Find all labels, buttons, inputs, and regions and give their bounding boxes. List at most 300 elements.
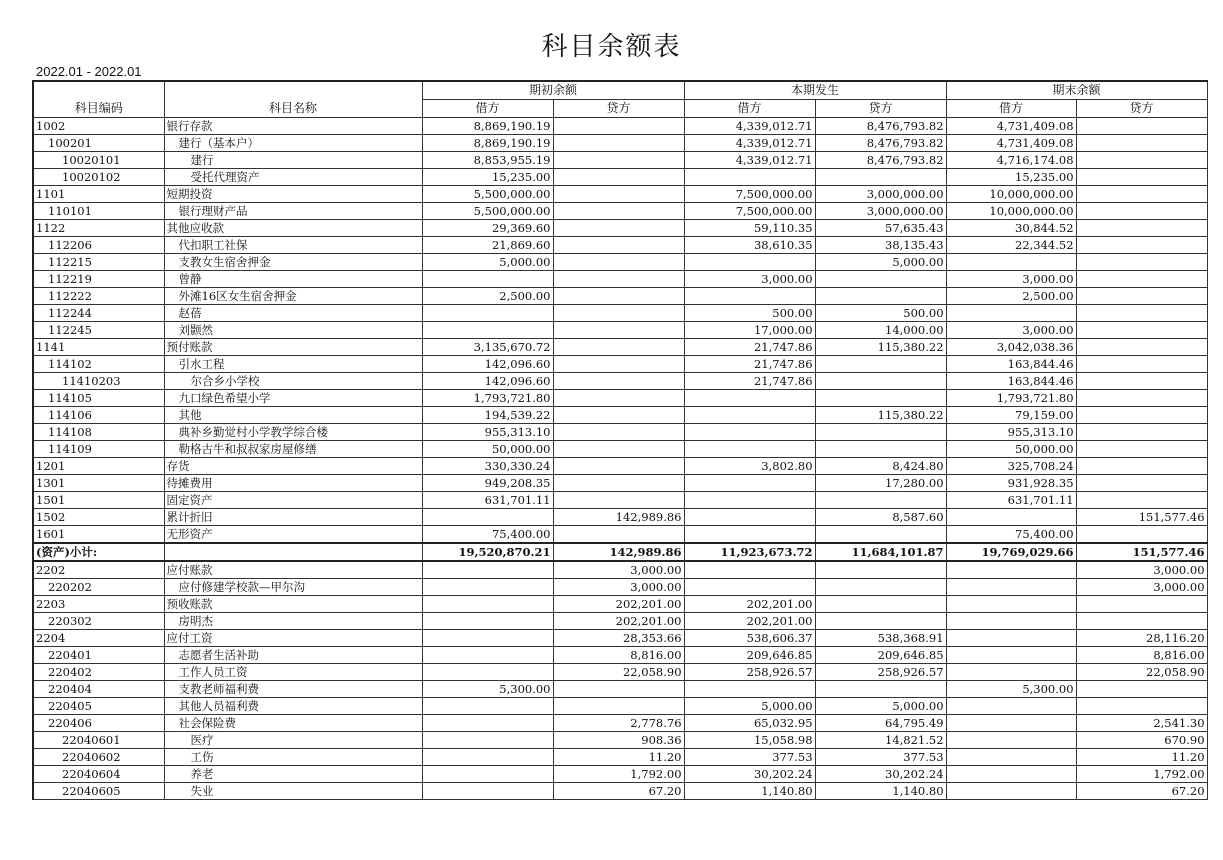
- closing-credit-cell: 11.20: [1076, 749, 1207, 766]
- account-name-cell: 代扣职工社保: [164, 237, 422, 254]
- closing-debit-cell: 5,300.00: [946, 681, 1076, 698]
- closing-credit-cell: [1076, 475, 1207, 492]
- opening-credit-cell: 28,353.66: [553, 630, 684, 647]
- account-name-cell: 待摊费用: [164, 475, 422, 492]
- header-closing-credit: 贷方: [1076, 100, 1207, 118]
- current-debit-cell: 11,923,673.72: [684, 543, 815, 561]
- current-debit-cell: 1,140.80: [684, 783, 815, 800]
- opening-credit-cell: [553, 186, 684, 203]
- closing-credit-cell: [1076, 186, 1207, 203]
- opening-credit-cell: [553, 305, 684, 322]
- current-debit-cell: [684, 390, 815, 407]
- closing-credit-cell: [1076, 681, 1207, 698]
- current-credit-cell: [815, 373, 946, 390]
- table-row: [33, 424, 1207, 441]
- account-code-cell: 1101: [33, 186, 164, 203]
- table-row: [33, 509, 1207, 526]
- closing-credit-cell: [1076, 135, 1207, 152]
- current-credit-cell: 8,587.60: [815, 509, 946, 526]
- current-credit-cell: 3,000,000.00: [815, 186, 946, 203]
- current-credit-cell: [815, 271, 946, 288]
- opening-debit-cell: 142,096.60: [422, 356, 553, 373]
- closing-debit-cell: 3,000.00: [946, 322, 1076, 339]
- current-credit-cell: 538,368.91: [815, 630, 946, 647]
- current-debit-cell: 7,500,000.00: [684, 186, 815, 203]
- account-code-cell: 1002: [33, 118, 164, 135]
- account-name-cell: 存货: [164, 458, 422, 475]
- closing-credit-cell: [1076, 596, 1207, 613]
- current-debit-cell: 538,606.37: [684, 630, 815, 647]
- account-name-cell: 受托代理资产: [164, 169, 422, 186]
- current-debit-cell: 4,339,012.71: [684, 152, 815, 169]
- opening-debit-cell: 75,400.00: [422, 526, 553, 544]
- opening-credit-cell: [553, 339, 684, 356]
- table-row: [33, 492, 1207, 509]
- current-credit-cell: 57,635.43: [815, 220, 946, 237]
- header-current: 本期发生: [684, 81, 946, 100]
- opening-debit-cell: 142,096.60: [422, 373, 553, 390]
- current-credit-cell: [815, 681, 946, 698]
- opening-credit-cell: 22,058.90: [553, 664, 684, 681]
- table-row: [33, 373, 1207, 390]
- current-debit-cell: [684, 509, 815, 526]
- closing-credit-cell: [1076, 492, 1207, 509]
- account-code-cell: 220406: [33, 715, 164, 732]
- closing-credit-cell: 22,058.90: [1076, 664, 1207, 681]
- closing-debit-cell: 10,000,000.00: [946, 203, 1076, 220]
- report-title: 科目余额表: [541, 32, 682, 62]
- header-closing-debit: 借方: [946, 100, 1076, 118]
- current-debit-cell: 377.53: [684, 749, 815, 766]
- closing-debit-cell: 4,716,174.08: [946, 152, 1076, 169]
- account-name-cell: 典补乡勤觉村小学教学综合楼: [164, 424, 422, 441]
- account-code-cell: 114102: [33, 356, 164, 373]
- closing-credit-cell: [1076, 424, 1207, 441]
- account-code-cell: 220302: [33, 613, 164, 630]
- opening-debit-cell: 8,853,955.19: [422, 152, 553, 169]
- current-credit-cell: 17,280.00: [815, 475, 946, 492]
- account-name-cell: 引水工程: [164, 356, 422, 373]
- table-row: [33, 732, 1207, 749]
- account-name-cell: 应付账款: [164, 561, 422, 579]
- opening-credit-cell: [553, 698, 684, 715]
- opening-debit-cell: [422, 305, 553, 322]
- table-row: [33, 613, 1207, 630]
- opening-debit-cell: [422, 613, 553, 630]
- table-row: [33, 152, 1207, 169]
- opening-debit-cell: 194,539.22: [422, 407, 553, 424]
- opening-debit-cell: [422, 322, 553, 339]
- closing-credit-cell: [1076, 152, 1207, 169]
- current-debit-cell: 7,500,000.00: [684, 203, 815, 220]
- opening-credit-cell: 3,000.00: [553, 561, 684, 579]
- account-name-cell: 曾静: [164, 271, 422, 288]
- account-code-cell: 114105: [33, 390, 164, 407]
- closing-credit-cell: [1076, 237, 1207, 254]
- account-code-cell: 112215: [33, 254, 164, 271]
- current-credit-cell: [815, 613, 946, 630]
- account-name-cell: 应付工资: [164, 630, 422, 647]
- current-credit-cell: 8,476,793.82: [815, 135, 946, 152]
- current-debit-cell: [684, 288, 815, 305]
- current-debit-cell: 65,032.95: [684, 715, 815, 732]
- closing-debit-cell: 4,731,409.08: [946, 135, 1076, 152]
- account-name-cell: 累计折旧: [164, 509, 422, 526]
- account-name-cell: 失业: [164, 783, 422, 800]
- closing-debit-cell: [946, 749, 1076, 766]
- closing-debit-cell: 75,400.00: [946, 526, 1076, 544]
- account-name-cell: 其他人员福利费: [164, 698, 422, 715]
- closing-debit-cell: 163,844.46: [946, 373, 1076, 390]
- closing-credit-cell: [1076, 339, 1207, 356]
- current-credit-cell: 3,000,000.00: [815, 203, 946, 220]
- current-debit-cell: 21,747.86: [684, 356, 815, 373]
- closing-debit-cell: [946, 596, 1076, 613]
- opening-debit-cell: 330,330.24: [422, 458, 553, 475]
- table-row: [33, 305, 1207, 322]
- closing-credit-cell: [1076, 288, 1207, 305]
- closing-debit-cell: 10,000,000.00: [946, 186, 1076, 203]
- table-row: [33, 254, 1207, 271]
- account-code-cell: 22040601: [33, 732, 164, 749]
- account-code-cell: 10020101: [33, 152, 164, 169]
- current-credit-cell: 8,424.80: [815, 458, 946, 475]
- account-name-cell: 赵蓓: [164, 305, 422, 322]
- table-row: [33, 630, 1207, 647]
- current-credit-cell: 38,135.43: [815, 237, 946, 254]
- account-code-cell: 2203: [33, 596, 164, 613]
- account-code-cell: 1502: [33, 509, 164, 526]
- opening-credit-cell: [553, 288, 684, 305]
- header-opening-credit: 贷方: [553, 100, 684, 118]
- account-code-cell: 1501: [33, 492, 164, 509]
- current-credit-cell: 115,380.22: [815, 407, 946, 424]
- current-debit-cell: [684, 526, 815, 544]
- current-debit-cell: 202,201.00: [684, 613, 815, 630]
- table-row: [33, 186, 1207, 203]
- closing-credit-cell: 28,116.20: [1076, 630, 1207, 647]
- header-opening: 期初余额: [422, 81, 684, 100]
- current-debit-cell: [684, 579, 815, 596]
- opening-debit-cell: 5,500,000.00: [422, 186, 553, 203]
- opening-credit-cell: [553, 681, 684, 698]
- account-code-cell: 220404: [33, 681, 164, 698]
- current-credit-cell: [815, 579, 946, 596]
- table-row: [33, 339, 1207, 356]
- closing-debit-cell: 631,701.11: [946, 492, 1076, 509]
- opening-credit-cell: 2,778.76: [553, 715, 684, 732]
- closing-debit-cell: 4,731,409.08: [946, 118, 1076, 135]
- opening-debit-cell: [422, 783, 553, 800]
- closing-debit-cell: 50,000.00: [946, 441, 1076, 458]
- account-code-cell: 1201: [33, 458, 164, 475]
- table-row: [33, 169, 1207, 186]
- closing-debit-cell: 3,042,038.36: [946, 339, 1076, 356]
- table-row: [33, 647, 1207, 664]
- account-name-cell: 外滩16区女生宿舍押金: [164, 288, 422, 305]
- opening-credit-cell: [553, 458, 684, 475]
- subtotal-row: [33, 543, 1207, 561]
- opening-credit-cell: 142,989.86: [553, 509, 684, 526]
- closing-debit-cell: 955,313.10: [946, 424, 1076, 441]
- closing-debit-cell: [946, 647, 1076, 664]
- table-row: [33, 681, 1207, 698]
- opening-credit-cell: [553, 475, 684, 492]
- closing-debit-cell: [946, 305, 1076, 322]
- table-row: [33, 526, 1207, 544]
- table-body: [33, 118, 1207, 800]
- closing-credit-cell: [1076, 220, 1207, 237]
- closing-credit-cell: 151,577.46: [1076, 543, 1207, 561]
- table-row: [33, 220, 1207, 237]
- current-debit-cell: 4,339,012.71: [684, 118, 815, 135]
- account-code-cell: 114109: [33, 441, 164, 458]
- account-name-cell: 养老: [164, 766, 422, 783]
- current-debit-cell: [684, 254, 815, 271]
- opening-credit-cell: [553, 492, 684, 509]
- header-code: 科目编码: [33, 81, 164, 118]
- opening-debit-cell: 5,000.00: [422, 254, 553, 271]
- account-name-cell: 短期投资: [164, 186, 422, 203]
- opening-credit-cell: [553, 220, 684, 237]
- opening-debit-cell: 2,500.00: [422, 288, 553, 305]
- closing-credit-cell: [1076, 390, 1207, 407]
- opening-credit-cell: 11.20: [553, 749, 684, 766]
- current-debit-cell: [684, 492, 815, 509]
- opening-debit-cell: [422, 698, 553, 715]
- account-code-cell: 112219: [33, 271, 164, 288]
- current-credit-cell: 8,476,793.82: [815, 152, 946, 169]
- opening-credit-cell: 8,816.00: [553, 647, 684, 664]
- current-debit-cell: 17,000.00: [684, 322, 815, 339]
- opening-credit-cell: 1,792.00: [553, 766, 684, 783]
- account-code-cell: 22040604: [33, 766, 164, 783]
- table-row: [33, 561, 1207, 579]
- current-credit-cell: [815, 492, 946, 509]
- table-row: [33, 441, 1207, 458]
- account-code-cell: 100201: [33, 135, 164, 152]
- closing-debit-cell: 79,159.00: [946, 407, 1076, 424]
- account-code-cell: 10020102: [33, 169, 164, 186]
- current-credit-cell: 14,821.52: [815, 732, 946, 749]
- current-credit-cell: [815, 169, 946, 186]
- current-credit-cell: [815, 441, 946, 458]
- current-debit-cell: 38,610.35: [684, 237, 815, 254]
- closing-debit-cell: [946, 715, 1076, 732]
- closing-credit-cell: [1076, 254, 1207, 271]
- opening-debit-cell: [422, 596, 553, 613]
- closing-credit-cell: [1076, 458, 1207, 475]
- table-row: [33, 288, 1207, 305]
- account-code-cell: 1601: [33, 526, 164, 544]
- current-debit-cell: 15,058.98: [684, 732, 815, 749]
- table-row: [33, 390, 1207, 407]
- current-credit-cell: [815, 526, 946, 544]
- opening-debit-cell: 955,313.10: [422, 424, 553, 441]
- account-code-cell: 220402: [33, 664, 164, 681]
- account-code-cell: 112206: [33, 237, 164, 254]
- account-code-cell: 220405: [33, 698, 164, 715]
- current-credit-cell: 5,000.00: [815, 698, 946, 715]
- account-code-cell: 1301: [33, 475, 164, 492]
- opening-debit-cell: [422, 271, 553, 288]
- closing-debit-cell: [946, 561, 1076, 579]
- opening-debit-cell: 29,369.60: [422, 220, 553, 237]
- account-name-cell: 刘颢然: [164, 322, 422, 339]
- closing-credit-cell: [1076, 407, 1207, 424]
- account-name-cell: 无形资产: [164, 526, 422, 544]
- closing-credit-cell: [1076, 441, 1207, 458]
- account-code-cell: 11410203: [33, 373, 164, 390]
- closing-debit-cell: 325,708.24: [946, 458, 1076, 475]
- account-name-cell: 建行（基本户）: [164, 135, 422, 152]
- current-debit-cell: 3,802.80: [684, 458, 815, 475]
- header-opening-debit: 借方: [422, 100, 553, 118]
- closing-credit-cell: [1076, 322, 1207, 339]
- current-debit-cell: 5,000.00: [684, 698, 815, 715]
- opening-credit-cell: [553, 271, 684, 288]
- closing-debit-cell: 30,844.52: [946, 220, 1076, 237]
- closing-credit-cell: [1076, 613, 1207, 630]
- account-code-cell: 1122: [33, 220, 164, 237]
- account-code-cell: 112244: [33, 305, 164, 322]
- opening-credit-cell: [553, 373, 684, 390]
- account-code-cell: 22040605: [33, 783, 164, 800]
- header-closing: 期末余额: [946, 81, 1207, 100]
- closing-debit-cell: [946, 766, 1076, 783]
- current-credit-cell: 1,140.80: [815, 783, 946, 800]
- closing-credit-cell: [1076, 698, 1207, 715]
- account-name-cell: 社会保险费: [164, 715, 422, 732]
- closing-debit-cell: 3,000.00: [946, 271, 1076, 288]
- opening-credit-cell: 142,989.86: [553, 543, 684, 561]
- opening-debit-cell: 21,869.60: [422, 237, 553, 254]
- closing-credit-cell: 1,792.00: [1076, 766, 1207, 783]
- closing-credit-cell: 151,577.46: [1076, 509, 1207, 526]
- table-row: [33, 118, 1207, 135]
- opening-debit-cell: [422, 766, 553, 783]
- current-credit-cell: [815, 561, 946, 579]
- opening-debit-cell: [422, 732, 553, 749]
- account-name-cell: 工作人员工资: [164, 664, 422, 681]
- current-credit-cell: 258,926.57: [815, 664, 946, 681]
- current-credit-cell: [815, 596, 946, 613]
- current-credit-cell: 209,646.85: [815, 647, 946, 664]
- opening-debit-cell: 631,701.11: [422, 492, 553, 509]
- current-credit-cell: 30,202.24: [815, 766, 946, 783]
- table-row: [33, 715, 1207, 732]
- table-row: [33, 237, 1207, 254]
- table-row: [33, 135, 1207, 152]
- table-row: [33, 664, 1207, 681]
- closing-debit-cell: [946, 630, 1076, 647]
- closing-credit-cell: [1076, 118, 1207, 135]
- opening-debit-cell: [422, 664, 553, 681]
- closing-credit-cell: 3,000.00: [1076, 579, 1207, 596]
- table-row: [33, 458, 1207, 475]
- opening-credit-cell: 67.20: [553, 783, 684, 800]
- opening-credit-cell: 3,000.00: [553, 579, 684, 596]
- closing-credit-cell: 67.20: [1076, 783, 1207, 800]
- opening-debit-cell: 1,793,721.80: [422, 390, 553, 407]
- current-credit-cell: 500.00: [815, 305, 946, 322]
- opening-credit-cell: [553, 390, 684, 407]
- closing-credit-cell: [1076, 526, 1207, 544]
- balance-table: [32, 80, 1208, 800]
- current-debit-cell: [684, 475, 815, 492]
- opening-credit-cell: [553, 407, 684, 424]
- account-name-cell: 银行理财产品: [164, 203, 422, 220]
- current-credit-cell: 11,684,101.87: [815, 543, 946, 561]
- opening-debit-cell: [422, 561, 553, 579]
- closing-debit-cell: [946, 698, 1076, 715]
- opening-debit-cell: 3,135,670.72: [422, 339, 553, 356]
- closing-debit-cell: 19,769,029.66: [946, 543, 1076, 561]
- closing-debit-cell: 163,844.46: [946, 356, 1076, 373]
- current-credit-cell: 5,000.00: [815, 254, 946, 271]
- current-credit-cell: 64,795.49: [815, 715, 946, 732]
- account-code-cell: (资产)小计:: [33, 543, 164, 561]
- current-debit-cell: 4,339,012.71: [684, 135, 815, 152]
- account-name-cell: 志愿者生活补助: [164, 647, 422, 664]
- opening-credit-cell: 202,201.00: [553, 596, 684, 613]
- opening-credit-cell: [553, 254, 684, 271]
- account-name-cell: 应付修建学校款—甲尔沟: [164, 579, 422, 596]
- current-debit-cell: 202,201.00: [684, 596, 815, 613]
- opening-credit-cell: 202,201.00: [553, 613, 684, 630]
- opening-debit-cell: 8,869,190.19: [422, 118, 553, 135]
- closing-credit-cell: 2,541.30: [1076, 715, 1207, 732]
- header-name: 科目名称: [164, 81, 422, 118]
- closing-credit-cell: [1076, 203, 1207, 220]
- opening-credit-cell: [553, 135, 684, 152]
- opening-debit-cell: 8,869,190.19: [422, 135, 553, 152]
- current-credit-cell: 377.53: [815, 749, 946, 766]
- account-name-cell: 固定资产: [164, 492, 422, 509]
- table-row: [33, 322, 1207, 339]
- closing-debit-cell: [946, 783, 1076, 800]
- opening-debit-cell: 19,520,870.21: [422, 543, 553, 561]
- header-current-debit: 借方: [684, 100, 815, 118]
- table-row: [33, 596, 1207, 613]
- account-name-cell: 其他: [164, 407, 422, 424]
- closing-debit-cell: [946, 613, 1076, 630]
- header-row-groups: [33, 81, 1207, 100]
- account-name-cell: 九口绿色希望小学: [164, 390, 422, 407]
- current-debit-cell: [684, 561, 815, 579]
- closing-debit-cell: [946, 664, 1076, 681]
- opening-debit-cell: [422, 630, 553, 647]
- opening-credit-cell: [553, 356, 684, 373]
- account-code-cell: 110101: [33, 203, 164, 220]
- table-row: [33, 203, 1207, 220]
- closing-credit-cell: [1076, 356, 1207, 373]
- account-code-cell: 22040602: [33, 749, 164, 766]
- closing-debit-cell: 2,500.00: [946, 288, 1076, 305]
- account-code-cell: 114106: [33, 407, 164, 424]
- account-code-cell: 220401: [33, 647, 164, 664]
- closing-debit-cell: [946, 579, 1076, 596]
- account-name-cell: 勒格古牛和叔叔家房屋修缮: [164, 441, 422, 458]
- account-name-cell: 尔合乡小学校: [164, 373, 422, 390]
- table-row: [33, 271, 1207, 288]
- opening-debit-cell: [422, 749, 553, 766]
- account-name-cell: 医疗: [164, 732, 422, 749]
- current-debit-cell: 21,747.86: [684, 339, 815, 356]
- closing-credit-cell: [1076, 271, 1207, 288]
- closing-debit-cell: 15,235.00: [946, 169, 1076, 186]
- closing-debit-cell: [946, 254, 1076, 271]
